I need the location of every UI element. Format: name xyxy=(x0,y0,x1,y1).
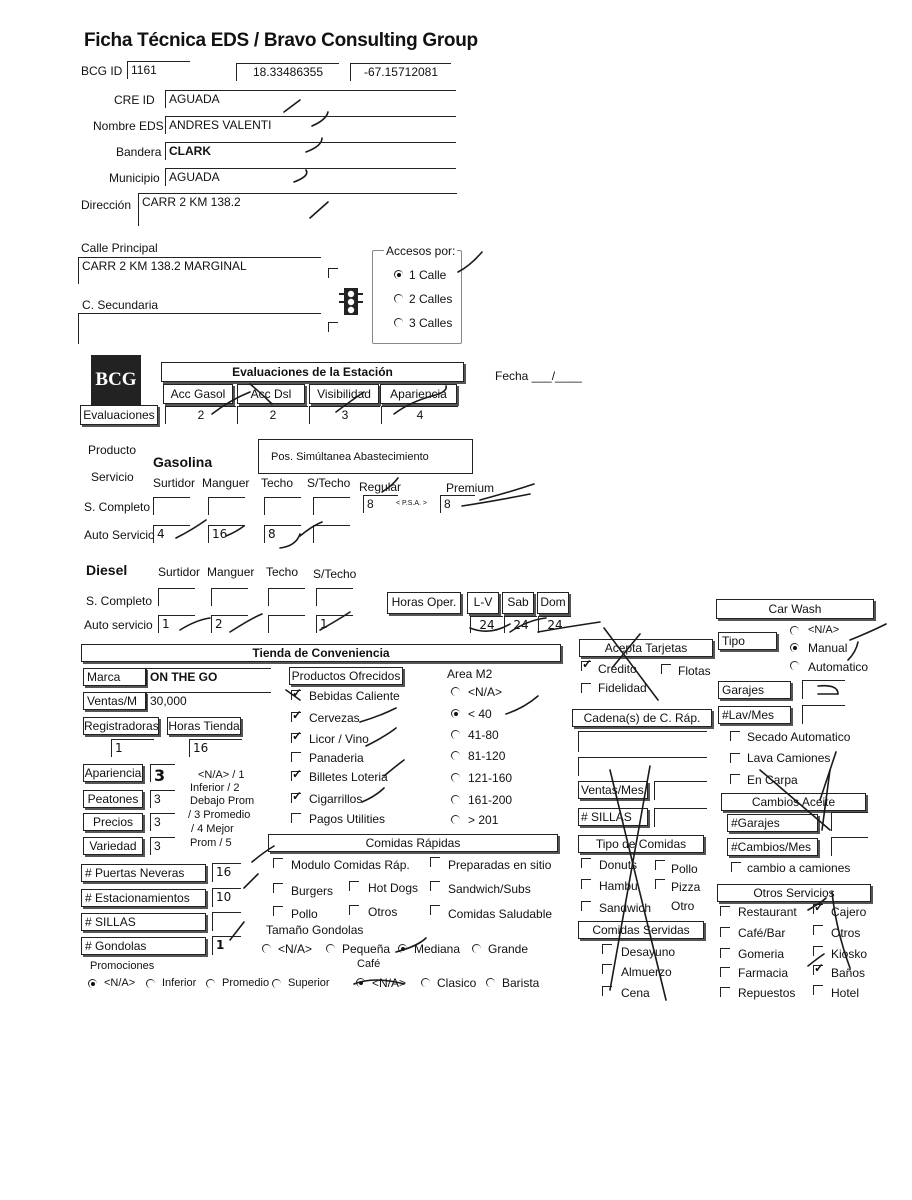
producto-checkbox[interactable] xyxy=(291,793,301,803)
area-radio[interactable] xyxy=(451,795,460,804)
lava-camiones-checkbox[interactable] xyxy=(730,753,740,763)
gas-s-completo-label: S. Completo xyxy=(84,500,151,514)
traffic-light-icon xyxy=(339,287,363,317)
almuerzo-label: Almuerzo xyxy=(621,965,672,979)
nombre-eds-field[interactable]: ANDRES VALENTI xyxy=(165,116,456,134)
otros-servicio-checkbox[interactable] xyxy=(720,987,730,997)
horas-sab-field[interactable]: 24 xyxy=(504,616,537,633)
fecha-label[interactable]: Fecha ___/____ xyxy=(495,369,582,383)
acc-dsl-value[interactable]: 2 xyxy=(237,406,308,424)
visibilidad-value[interactable]: 3 xyxy=(309,406,380,424)
hambu-checkbox[interactable] xyxy=(581,879,591,889)
gas-sc-manguer[interactable] xyxy=(208,497,245,515)
dsl-as-stecho[interactable]: 1 xyxy=(316,615,353,633)
dsl-col-surtidor: Surtidor xyxy=(158,565,201,579)
gas-sc-surtidor[interactable] xyxy=(153,497,190,515)
modulo-checkbox[interactable] xyxy=(273,858,283,868)
cambios-title: Cambios Aceite xyxy=(721,793,866,811)
scale-line-4: / 3 Promedio xyxy=(188,809,251,821)
hambu-label: Hambu xyxy=(599,879,638,893)
donuts-checkbox[interactable] xyxy=(581,858,591,868)
dsl-col-manguer: Manguer xyxy=(207,565,255,579)
promociones-option: Inferior xyxy=(162,977,197,989)
area-radio[interactable] xyxy=(451,751,460,760)
otros-comida-checkbox[interactable] xyxy=(349,905,359,915)
gondola-size-radio[interactable] xyxy=(398,944,407,953)
horas-sab-label: Sab xyxy=(502,592,534,614)
otros-servicio-checkbox[interactable] xyxy=(813,925,823,935)
burgers-label: Burgers xyxy=(291,884,334,898)
tamano-gondolas-label: Tamaño Gondolas xyxy=(266,923,364,937)
horas-dom-label: Dom xyxy=(537,592,569,614)
promociones-radio[interactable] xyxy=(88,979,97,988)
calle-secundaria-checkbox[interactable] xyxy=(328,322,338,332)
calle-principal-label: Calle Principal xyxy=(81,241,158,255)
lavmes-field[interactable] xyxy=(802,705,845,724)
gas-as-stecho[interactable] xyxy=(313,525,350,543)
dsl-sc-techo[interactable] xyxy=(268,588,305,606)
flotas-checkbox[interactable] xyxy=(661,664,671,674)
area-radio[interactable] xyxy=(451,815,460,824)
regular-label: Regular xyxy=(359,480,402,494)
promociones-option: Superior xyxy=(288,977,330,989)
area-option: <N/A> xyxy=(468,685,503,699)
gondola-size-option: Grande xyxy=(488,942,529,956)
gondola-size-option: Pequeña xyxy=(342,942,391,956)
preparadas-label: Preparadas en sitio xyxy=(448,858,552,872)
area-radio[interactable] xyxy=(451,773,460,782)
horas-lv-label: L-V xyxy=(467,592,499,614)
scale-line-3: Debajo Prom xyxy=(190,795,255,807)
carwash-radio-manual[interactable] xyxy=(790,643,799,652)
accesos-label: Accesos por: xyxy=(386,244,456,258)
acc-dsl-header: Acc Dsl xyxy=(237,384,305,404)
cambios-mes-field[interactable] xyxy=(831,837,868,856)
dsl-as-manguer[interactable]: 2 xyxy=(211,615,248,633)
precios-field[interactable]: 3 xyxy=(150,813,175,831)
horas-lv-field[interactable]: 24 xyxy=(470,616,503,633)
otros-servicio-checkbox[interactable] xyxy=(813,965,823,975)
scale-line-2: Inferior / 2 xyxy=(190,782,240,794)
longitude-field[interactable]: -67.15712081 xyxy=(350,63,451,81)
burgers-checkbox[interactable] xyxy=(273,883,283,893)
comidas-sillas-field[interactable] xyxy=(654,808,707,827)
en-carpa-checkbox[interactable] xyxy=(730,774,740,784)
premium-field[interactable]: 8 xyxy=(440,495,475,513)
pizza-checkbox[interactable] xyxy=(655,879,665,889)
direccion-label: Dirección xyxy=(81,198,132,212)
accesos-option-2: 2 Calles xyxy=(409,292,453,306)
bcg-id-field[interactable]: 1161 xyxy=(127,61,190,79)
tipo-pollo-label: Pollo xyxy=(671,862,698,876)
page-title: Ficha Técnica EDS / Bravo Consulting Group xyxy=(84,30,478,51)
promociones-option: Promedio xyxy=(222,977,270,989)
modulo-label: Modulo Comidas Ráp. xyxy=(291,858,410,872)
area-radio[interactable] xyxy=(451,730,460,739)
acc-gasol-header: Acc Gasol xyxy=(163,384,233,404)
latitude-field[interactable]: 18.33486355 xyxy=(236,63,339,81)
desayuno-label: Desayuno xyxy=(621,945,676,959)
hotdogs-label: Hot Dogs xyxy=(368,881,419,895)
psa-label: < P.S.A. > xyxy=(396,500,428,507)
donuts-label: Donuts xyxy=(599,858,638,872)
puertas-field[interactable]: 16 xyxy=(212,863,241,882)
area-option: 121-160 xyxy=(468,771,513,785)
sandwich-subs-label: Sandwich/Subs xyxy=(448,882,531,896)
sillas-field[interactable] xyxy=(212,912,241,931)
gasolina-title: Gasolina xyxy=(153,454,213,470)
area-radio[interactable] xyxy=(451,687,460,696)
cambio-camiones-label: cambio a camiones xyxy=(747,861,851,875)
producto-label: Bebidas Caliente xyxy=(309,689,400,703)
area-option: 41-80 xyxy=(468,728,499,742)
tipo-comidas-title: Tipo de Comidas xyxy=(578,835,704,853)
gondolas-label: # Gondolas xyxy=(81,937,206,955)
pollo-label: Pollo xyxy=(291,907,318,921)
otros-servicio-checkbox[interactable] xyxy=(720,927,730,937)
carwash-title: Car Wash xyxy=(716,599,874,619)
otros-servicio-checkbox[interactable] xyxy=(813,904,823,914)
dsl-sc-stecho[interactable] xyxy=(316,588,353,606)
cambio-camiones-checkbox[interactable] xyxy=(731,862,741,872)
otros-servicio-checkbox[interactable] xyxy=(720,967,730,977)
gondolas-field[interactable]: 1 xyxy=(212,936,241,955)
marca-field[interactable]: ON THE GO xyxy=(146,668,271,686)
cambios-garajes-label: #Garajes xyxy=(727,814,818,832)
producto-checkbox[interactable] xyxy=(291,771,301,781)
municipio-field[interactable]: AGUADA xyxy=(165,168,456,186)
cadena-label: Cadena(s) de C. Ráp. xyxy=(572,709,712,727)
apariencia-label: Apariencia xyxy=(84,766,142,780)
area-label: Area M2 xyxy=(447,667,493,681)
ventas-field[interactable]: 30,000 xyxy=(146,692,271,710)
gas-col-surtidor: Surtidor xyxy=(153,476,196,490)
apariencia-value[interactable]: 4 xyxy=(381,406,458,424)
producto-checkbox[interactable] xyxy=(291,752,301,762)
carwash-option-manual: Manual xyxy=(808,641,848,655)
comidas-sillas-label: # SILLAS xyxy=(578,808,648,826)
otros-servicio-label: Baños xyxy=(831,966,866,980)
gas-as-manguer[interactable]: 16 xyxy=(208,525,245,543)
almuerzo-checkbox[interactable] xyxy=(602,964,612,974)
carwash-option-automatico: Automatico xyxy=(808,660,869,674)
otros-servicio-checkbox[interactable] xyxy=(813,985,823,995)
area-option: < 40 xyxy=(468,707,492,721)
preparadas-checkbox[interactable] xyxy=(430,857,440,867)
carwash-radio-na[interactable] xyxy=(790,626,799,635)
area-option: 161-200 xyxy=(468,793,513,807)
visibilidad-header: Visibilidad xyxy=(309,384,379,404)
comidas-servidas-title: Comidas Servidas xyxy=(578,921,704,939)
otros-servicio-checkbox[interactable] xyxy=(813,946,823,956)
dsl-as-surtidor[interactable]: 1 xyxy=(158,615,195,633)
dsl-col-techo: Techo xyxy=(266,565,299,579)
calle-secundaria-label: C. Secundaria xyxy=(82,298,159,312)
credito-checkbox[interactable] xyxy=(581,661,591,671)
apariencia-header: Apariencia xyxy=(380,384,457,404)
producto-label: Billetes Loteria xyxy=(309,770,388,784)
precios-label: Precios xyxy=(83,813,143,831)
otros-servicio-label: Café/Bar xyxy=(738,926,786,940)
regular-field[interactable]: 8 xyxy=(363,495,398,513)
otros-servicios-title: Otros Servicios xyxy=(717,884,871,902)
hotdogs-checkbox[interactable] xyxy=(349,881,359,891)
cre-id-label: CRE ID xyxy=(114,93,155,107)
producto-label: Panaderia xyxy=(309,751,364,765)
gondola-size-radio[interactable] xyxy=(262,944,271,953)
dsl-col-stecho: S/Techo xyxy=(313,567,357,581)
direccion-field[interactable]: CARR 2 KM 138.2 xyxy=(138,193,457,226)
otros-servicio-checkbox[interactable] xyxy=(720,906,730,916)
producto-label: Producto xyxy=(88,443,137,457)
comidas-title: Comidas Rápidas xyxy=(268,834,558,852)
gas-as-techo[interactable]: 8 xyxy=(264,525,301,543)
pollo-checkbox[interactable] xyxy=(273,906,283,916)
credito-label: Crédito xyxy=(598,662,637,676)
area-option: 81-120 xyxy=(468,749,506,763)
producto-label: Licor / Vino xyxy=(309,732,369,746)
promociones-radio[interactable] xyxy=(206,979,215,988)
producto-checkbox[interactable] xyxy=(291,690,301,700)
tipo-pollo-checkbox[interactable] xyxy=(655,860,665,870)
fidelidad-checkbox[interactable] xyxy=(581,683,591,693)
carwash-tipo-label: Tipo xyxy=(718,632,777,650)
fidelidad-label: Fidelidad xyxy=(598,681,647,695)
cambios-mes-label: #Cambios/Mes xyxy=(727,838,818,856)
calle-principal-field[interactable]: CARR 2 KM 138.2 MARGINAL xyxy=(78,257,321,284)
otros-servicio-label: Farmacia xyxy=(738,966,789,980)
otros-servicio-label: Hotel xyxy=(831,986,860,1000)
accesos-option-3: 3 Calles xyxy=(409,316,453,330)
dsl-s-completo-label: S. Completo xyxy=(86,594,153,608)
cafe-radio[interactable] xyxy=(421,978,430,987)
cre-id-field[interactable]: AGUADA xyxy=(165,90,456,108)
promociones-radio[interactable] xyxy=(146,979,155,988)
peatones-field[interactable]: 3 xyxy=(150,790,175,808)
cafe-radio[interactable] xyxy=(356,978,365,987)
acc-gasol-value[interactable]: 2 xyxy=(165,406,236,424)
otro-label: Otro xyxy=(671,899,695,913)
otros-servicio-label: Kiosko xyxy=(831,947,868,961)
municipio-label: Municipio xyxy=(109,171,160,185)
producto-label: Cervezas xyxy=(309,711,360,725)
gas-col-manguer: Manguer xyxy=(202,476,250,490)
horas-dom-field[interactable]: 24 xyxy=(538,616,571,633)
producto-checkbox[interactable] xyxy=(291,712,301,722)
gas-sc-techo[interactable] xyxy=(264,497,301,515)
variedad-field[interactable]: 3 xyxy=(150,837,175,855)
estacionamientos-label: # Estacionamientos xyxy=(81,889,206,907)
bandera-label: Bandera xyxy=(116,145,162,159)
dsl-sc-surtidor[interactable] xyxy=(158,588,195,606)
accesos-radio-1[interactable] xyxy=(394,270,403,279)
registradoras-field[interactable]: 1 xyxy=(111,739,154,757)
registradoras-label: Registradoras xyxy=(84,719,159,733)
saludable-checkbox[interactable] xyxy=(430,905,440,915)
apariencia-field[interactable]: 3 xyxy=(150,764,175,782)
bandera-field[interactable]: CLARK xyxy=(165,142,456,160)
accesos-option-1: 1 Calle xyxy=(409,268,447,282)
promociones-radio[interactable] xyxy=(272,979,281,988)
area-radio[interactable] xyxy=(451,709,460,718)
lava-camiones-label: Lava Camiones xyxy=(747,751,831,765)
producto-checkbox[interactable] xyxy=(291,733,301,743)
en-carpa-label: En Carpa xyxy=(747,773,798,787)
gas-col-techo: Techo xyxy=(261,476,294,490)
desayuno-checkbox[interactable] xyxy=(602,944,612,954)
bcg-logo: BCG xyxy=(91,355,141,405)
cena-label: Cena xyxy=(621,986,650,1000)
bcg-id-label: BCG ID xyxy=(81,64,123,78)
gondola-size-radio[interactable] xyxy=(472,944,481,953)
ventas-mes-field[interactable] xyxy=(654,781,707,800)
flotas-label: Flotas xyxy=(678,664,711,678)
estacionamientos-field[interactable]: 10 xyxy=(212,888,241,907)
scale-line-1: <N/A> / 1 xyxy=(198,769,245,781)
sandwich-label: Sandwich xyxy=(599,901,652,915)
diesel-title: Diesel xyxy=(86,562,128,578)
otros-comida-label: Otros xyxy=(368,905,398,919)
dsl-auto-servicio-label: Auto servicio xyxy=(84,618,153,632)
cafe-radio[interactable] xyxy=(486,978,495,987)
premium-label: Premium xyxy=(446,481,495,495)
cadena-field-2[interactable] xyxy=(578,757,707,776)
accesos-radio-2[interactable] xyxy=(394,294,403,303)
gas-sc-stecho[interactable] xyxy=(313,497,350,515)
cafe-label: Café xyxy=(357,958,381,970)
servicio-label: Servicio xyxy=(91,470,134,484)
horas-tienda-field[interactable]: 16 xyxy=(189,739,242,757)
peatones-label: Peatones xyxy=(83,790,143,808)
dsl-as-techo[interactable] xyxy=(268,615,305,633)
otros-servicio-label: Cajero xyxy=(831,905,867,919)
ventas-label: Ventas/M xyxy=(83,692,146,710)
secado-checkbox[interactable] xyxy=(730,731,740,741)
gondola-size-option: <N/A> xyxy=(278,942,313,956)
producto-label: Cigarrillos xyxy=(309,792,363,806)
tienda-title: Tienda de Conveniencia xyxy=(81,644,561,662)
cafe-option: Barista xyxy=(502,976,540,990)
sillas-label: # SILLAS xyxy=(81,913,206,931)
horas-oper-label: Horas Oper. xyxy=(387,592,461,614)
otros-servicio-label: Restaurant xyxy=(738,905,797,919)
garajes-label: Garajes xyxy=(718,681,791,699)
gondola-size-option: Mediana xyxy=(414,942,461,956)
sandwich-subs-checkbox[interactable] xyxy=(430,881,440,891)
gas-as-surtidor[interactable]: 4 xyxy=(153,525,190,543)
garajes-field[interactable] xyxy=(802,680,845,699)
dsl-sc-manguer[interactable] xyxy=(211,588,248,606)
ventas-mes-label: Ventas/Mes xyxy=(578,781,648,799)
area-option: > 201 xyxy=(468,813,499,827)
evaluaciones-title: Evaluaciones de la Estación xyxy=(161,362,464,382)
cafe-option: <N/A> xyxy=(372,976,407,990)
evaluaciones-button[interactable]: Evaluaciones xyxy=(80,405,158,425)
producto-checkbox[interactable] xyxy=(291,813,301,823)
lavmes-label: #Lav/Mes xyxy=(718,706,791,724)
carwash-option-na: <N/A> xyxy=(808,624,840,636)
puertas-label: # Puertas Neveras xyxy=(81,864,206,882)
calle-principal-checkbox[interactable] xyxy=(328,268,338,278)
gas-auto-servicio-label: Auto Servicio xyxy=(84,528,155,542)
otros-servicio-label: Otros xyxy=(831,926,861,940)
scale-line-5: / 4 Mejor xyxy=(191,823,234,835)
nombre-eds-label: Nombre EDS xyxy=(93,119,164,133)
promociones-option: <N/A> xyxy=(104,977,136,989)
gas-col-stecho: S/Techo xyxy=(307,476,351,490)
secado-label: Secado Automatico xyxy=(747,730,851,744)
otros-servicio-checkbox[interactable] xyxy=(720,948,730,958)
calle-secundaria-field[interactable] xyxy=(78,313,321,344)
marca-label: Marca xyxy=(83,668,146,686)
productos-title: Productos Ofrecidos xyxy=(289,667,403,685)
scale-line-6: Prom / 5 xyxy=(190,837,232,849)
accesos-radio-3[interactable] xyxy=(394,318,403,327)
promociones-label: Promociones xyxy=(90,960,155,972)
saludable-label: Comidas Saludable xyxy=(448,907,553,921)
carwash-radio-auto[interactable] xyxy=(790,661,799,670)
tarjetas-title: Acepta Tarjetas xyxy=(579,639,713,657)
cena-checkbox[interactable] xyxy=(602,986,612,996)
cambios-garajes-field[interactable] xyxy=(831,812,868,831)
otros-servicio-label: Gomeria xyxy=(738,947,785,961)
cafe-option: Clasico xyxy=(437,976,477,990)
cadena-field-1[interactable] xyxy=(578,731,707,752)
pos-simultanea-label: Pos. Simúltanea Abastecimiento xyxy=(271,451,429,463)
horas-tienda-label: Horas Tienda xyxy=(168,719,240,733)
pizza-label: Pizza xyxy=(671,880,701,894)
otros-servicio-label: Repuestos xyxy=(738,986,796,1000)
variedad-label: Variedad xyxy=(83,837,143,855)
sandwich-checkbox[interactable] xyxy=(581,901,591,911)
gondola-size-radio[interactable] xyxy=(326,944,335,953)
producto-label: Pagos Utilities xyxy=(309,812,386,826)
